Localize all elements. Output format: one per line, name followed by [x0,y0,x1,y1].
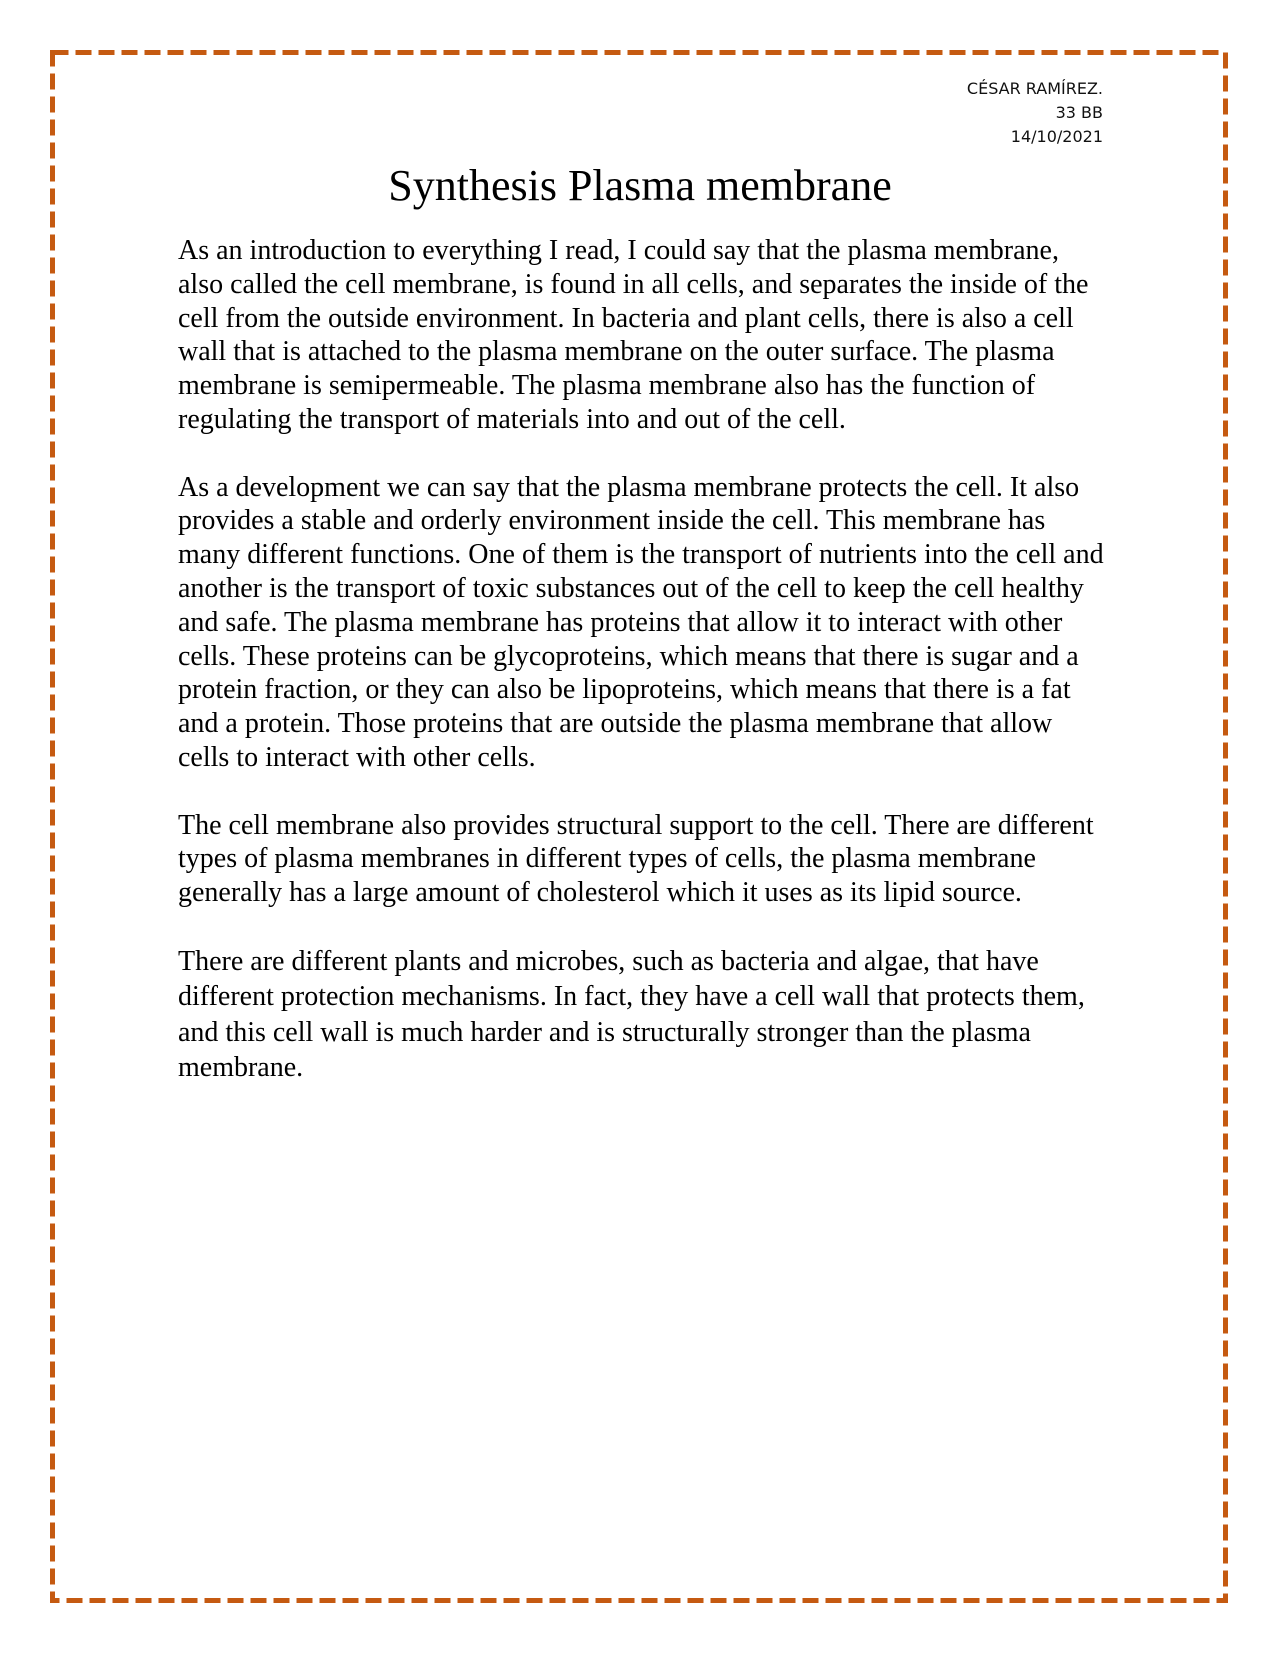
document-body [178,234,1108,1120]
paragraph-structural-support: The cell membrane also provides structural support to the cell. There are different types of plasma membranes in different types of cells, the plasma membrane generally has a large amount of cholesterol which it uses as its lipid source. [178,809,1094,909]
paragraph-introduction: As an introduction to everything I read, I could say that the plasma membrane, also called the cell membrane, is found in all cells, and separates the inside of the cell from the outside environment. In bacteria and plant cells, there is also a cell wall that is attached to the plasma membrane on the outer surface. The plasma membrane is semipermeable. The plasma membrane also has the function of regulating the transport of materials into and out of the cell. [178,235,1089,435]
author-name: CÉSAR RAMÍREZ. [966,79,1103,98]
paragraph-development: As a development we can say that the plasma membrane protects the cell. It also provides a stable and orderly environment inside the cell. This membrane has many different functions. One of them is the transport of nutrients into the cell and another is the transport of toxic substances out of the cell to keep the cell healthy and safe. The plasma membrane has proteins that allow it to interact with other cells. These proteins can be glycoproteins, which means that there is sugar and a protein fraction, or they can also be lipoproteins, which means that there is a fat and a protein. Those proteins that are outside the plasma membrane that allow cells to interact with other cells. [178,471,1104,773]
paragraph-cell-wall: There are different plants and microbes, such as bacteria and algae, that have different protection mechanisms. In fact, they have a cell wall that protects them, and this cell wall is much harder and is structurally stronger than the plasma membrane. [178,945,1085,1084]
header-meta [967,77,1103,149]
document-date: 14/10/2021 [1010,127,1103,146]
group-code: 33 BB [1055,103,1103,122]
document-title: Synthesis Plasma membrane [388,161,892,210]
